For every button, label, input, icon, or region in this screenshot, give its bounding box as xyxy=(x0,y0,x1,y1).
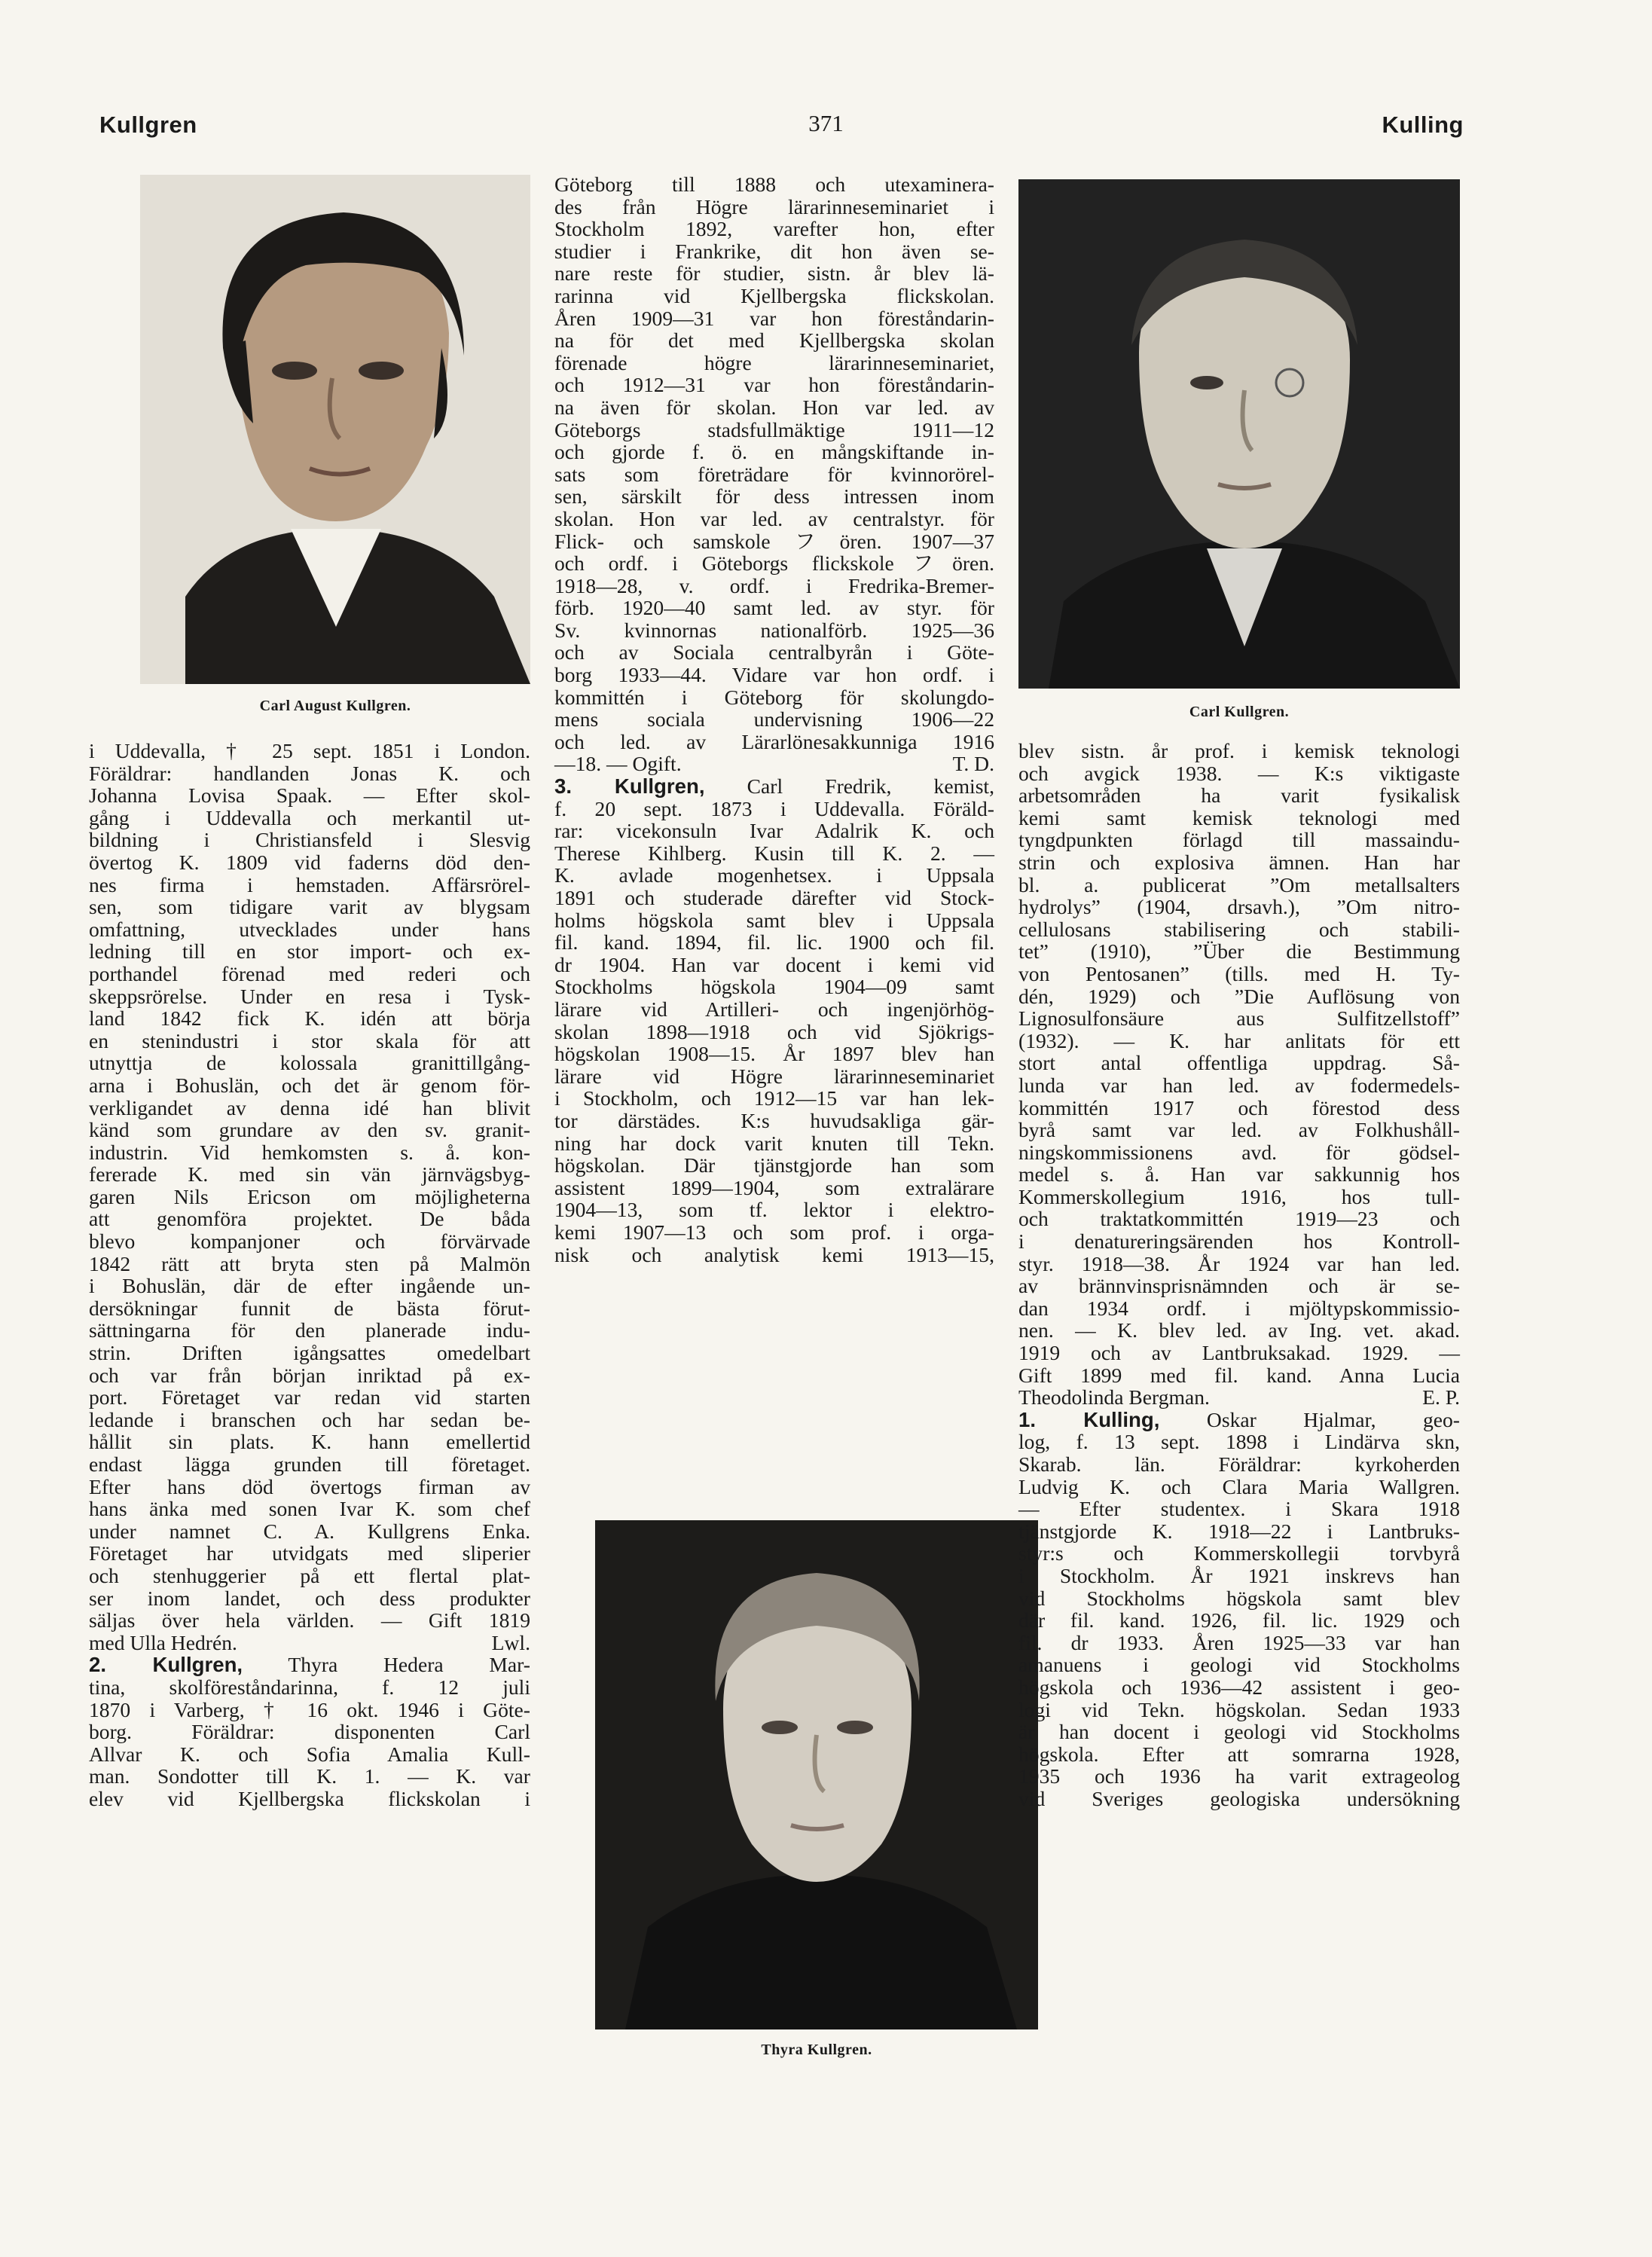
text-line: industrin. Vid hemkomsten s. å. kon- xyxy=(89,1140,530,1164)
text-line: ledande i branschen och har sedan be- xyxy=(89,1407,530,1431)
text-line: 1891 och studerade därefter vid Stock- xyxy=(554,886,994,909)
portrait-photo-image xyxy=(595,1520,1038,2029)
text-line: dr 1904. Han var docent i kemi vid xyxy=(554,952,994,976)
text-line: endast lägga grunden till företaget. xyxy=(89,1452,530,1476)
text-line: 2. Kullgren, Thyra Hedera Mar- xyxy=(89,1653,530,1677)
text-line: dan 1934 ordf. i mjöltypskommissio- xyxy=(1018,1296,1460,1320)
text-line: ningskommissionens avd. för gödsel- xyxy=(1018,1140,1460,1164)
text-line: bl. a. publicerat ”Om metallsalters xyxy=(1018,872,1460,896)
text-line: nare reste för studier, sistn. år blev lä- xyxy=(554,261,994,286)
text-line: Gift 1899 med fil. kand. Anna Lucia xyxy=(1018,1363,1460,1387)
portrait-thyra-kullgren xyxy=(595,1520,1038,2029)
text-line: tor därstädes. K:s huvudsakliga gär- xyxy=(554,1108,994,1132)
text-line: rarinna vid Kjellbergska flickskolan. xyxy=(554,283,994,307)
text-line: verkligandet av denna idé han blivit xyxy=(89,1095,530,1119)
text-line: utnyttja de kolossala granittillgång- xyxy=(89,1051,530,1075)
text-line: och avgick 1938. — K:s viktigaste xyxy=(1018,761,1460,785)
text-line: cellulosans stabilisering och stabili- xyxy=(1018,917,1460,941)
text-line: amanuens i geologi vid Stockholms xyxy=(1018,1653,1460,1677)
text-line: en stenindustri i stor skala för att xyxy=(89,1028,530,1052)
text-line: arbetsområden ha varit fysikalisk xyxy=(1018,783,1460,808)
text-line: holms högskola samt blev i Uppsala xyxy=(554,908,994,932)
text-line: Johanna Lovisa Spaak. — Efter skol- xyxy=(89,783,530,808)
author-signature: E. P. xyxy=(1422,1385,1460,1409)
text-line: kommittén 1917 och förestod dess xyxy=(1018,1095,1460,1119)
text-line: Stockholm 1892, varefter hon, efter xyxy=(554,217,994,241)
text-line: f. 20 sept. 1873 i Uddevalla. Föräld- xyxy=(554,796,994,820)
text-line: säljas över hela världen. — Gift 1819 xyxy=(89,1608,530,1632)
text-line: Göteborgs stadsfullmäktige 1911—12 xyxy=(554,417,994,441)
text-line: och gjorde f. ö. en mångskiftande in- xyxy=(554,440,994,464)
text-line: omfattning, utvecklades under hans xyxy=(89,917,530,941)
text-line: lunda var han led. av fodermedels- xyxy=(1018,1073,1460,1097)
text-line: tina, skolföreståndarinna, f. 12 juli xyxy=(89,1675,530,1699)
running-head-right: Kulling xyxy=(1382,111,1464,138)
text-line: des från Högre lärarinneseminariet i xyxy=(554,194,994,218)
text-line: i Uddevalla, † 25 sept. 1851 i London. xyxy=(89,739,530,762)
text-line: bildning i Christiansfeld i Slesvig xyxy=(89,828,530,852)
text-line: dén, 1929) och ”Die Auflösung von xyxy=(1018,984,1460,1008)
text-line: Åren 1909—31 var hon föreståndarin- xyxy=(554,306,994,330)
text-line: blevo kompanjoner och förvärvade xyxy=(89,1229,530,1254)
text-line: strin. Driften igångsattes omedelbart xyxy=(89,1341,530,1365)
text-line: land 1842 fick K. idén att börja xyxy=(89,1006,530,1031)
text-line: och 1912—31 var hon föreståndarin- xyxy=(554,373,994,397)
text-line: tet” (1910), ”Über die Bestimmung xyxy=(1018,939,1460,964)
text-line: av brännvinsprisnämnden och är se- xyxy=(1018,1274,1460,1298)
text-line: och traktatkommittén 1919—23 och xyxy=(1018,1207,1460,1231)
text-line: styr. 1918—38. År 1924 var han led. xyxy=(1018,1251,1460,1275)
text-line: mens sociala undervisning 1906—22 xyxy=(554,707,994,731)
text-line: och led. av Lärarlönesakkunniga 1916 xyxy=(554,729,994,753)
text-line: logi vid Tekn. högskolan. Sedan 1933 xyxy=(1018,1697,1460,1721)
text-line: sen, särskilt för dess intressen inom xyxy=(554,484,994,509)
text-line: och ordf. i Göteborgs flickskoleフören. xyxy=(554,551,994,576)
text-line: i denatureringsärenden hos Kontroll- xyxy=(1018,1229,1460,1254)
text-line: Företaget har utvidgats med sliperier xyxy=(89,1541,530,1565)
text-line: högskolan 1908—15. År 1897 blev han xyxy=(554,1042,994,1066)
text-line: ledning till en stor import- och ex- xyxy=(89,939,530,964)
text-line: övertog K. 1809 vid faderns död den- xyxy=(89,850,530,874)
text-line: känd som grundare av den sv. granit- xyxy=(89,1118,530,1142)
text-line: stort antal offentliga uppdrag. Så- xyxy=(1018,1051,1460,1075)
text-line: Stockholms högskola 1904—09 samt xyxy=(554,975,994,999)
text-line: elev vid Kjellbergska flickskolan i xyxy=(89,1786,530,1810)
text-line: nes firma i hemstaden. Affärsrörel- xyxy=(89,872,530,896)
text-line: Kommerskollegium 1916, hos tull- xyxy=(1018,1184,1460,1208)
column-middle xyxy=(554,173,994,1266)
text-line: skolan 1898—1918 och vid Sjökrigs- xyxy=(554,1019,994,1043)
text-line: garen Nils Ericson om möjligheterna xyxy=(89,1184,530,1208)
entry-heading: 2. Kullgren, xyxy=(89,1653,243,1677)
text-line: skeppsrörelse. Under en resa i Tysk- xyxy=(89,984,530,1008)
text-line: Sv. kvinnornas nationalförb. 1925—36 xyxy=(554,618,994,642)
portrait-3-caption: Thyra Kullgren. xyxy=(761,2042,872,2058)
text-line: gång i Uddevalla och merkantil ut- xyxy=(89,805,530,829)
text-line: lärare vid Artilleri- och ingenjörhög- xyxy=(554,997,994,1021)
text-line: borg 1933—44. Vidare var hon ordf. i xyxy=(554,663,994,687)
text-line: i Stockholm, och 1912—15 var han lek- xyxy=(554,1086,994,1110)
text-line: där fil. kand. 1926, fil. lic. 1929 och xyxy=(1018,1608,1460,1632)
text-line: 1918—28, v. ordf. i Fredrika-Bremer- xyxy=(554,573,994,597)
text-line: lärare vid Högre lärarinneseminariet xyxy=(554,1064,994,1088)
text-line: sättningarna för den planerade indu- xyxy=(89,1318,530,1342)
text-line: 1870 i Varberg, † 16 okt. 1946 i Göte- xyxy=(89,1697,530,1721)
text-line: skolan. Hon var led. av centralstyr. för xyxy=(554,506,994,530)
text-line: 1919 och av Lantbruksakad. 1929. — xyxy=(1018,1341,1460,1365)
portrait-carl-august-kullgren xyxy=(140,175,530,684)
author-signature: Lwl. xyxy=(491,1630,530,1654)
author-signature: T. D. xyxy=(952,752,994,776)
text-line: vid Sveriges geologiska undersökning xyxy=(1018,1786,1460,1810)
running-head-left: Kullgren xyxy=(99,111,197,138)
column-left xyxy=(89,740,530,1810)
text-line: K. avlade mogenhetsex. i Uppsala xyxy=(554,863,994,887)
portrait-photo-image xyxy=(1018,179,1460,689)
text-line: Flick- och samskoleフören. 1907—37 xyxy=(554,529,994,553)
text-line: log, f. 13 sept. 1898 i Lindärva skn, xyxy=(1018,1430,1460,1454)
text-line: tyngdpunkten förlagd till massaindu- xyxy=(1018,828,1460,852)
text-line: kemi 1907—13 och som prof. i orga- xyxy=(554,1220,994,1244)
portrait-1-caption: Carl August Kullgren. xyxy=(259,698,411,714)
text-line: na även för skolan. Hon var led. av xyxy=(554,395,994,419)
text-line: sats som företrädare för kvinnorörel- xyxy=(554,462,994,486)
text-line: 1935 och 1936 ha varit extrageolog xyxy=(1018,1764,1460,1788)
text-line: Theodolinda Bergman. E. P. xyxy=(1018,1385,1460,1409)
entry-heading: 1. Kulling, xyxy=(1018,1407,1160,1431)
text-line: kemi samt kemisk teknologi med xyxy=(1018,805,1460,829)
text-line: hydrolys” (1904, drsavh.), ”Om nitro- xyxy=(1018,895,1460,919)
text-line: porthandel förenad med rederi och xyxy=(89,961,530,985)
text-line: borg. Föräldrar: disponenten Carl xyxy=(89,1720,530,1744)
text-line: nisk och analytisk kemi 1913—15, xyxy=(554,1242,994,1266)
text-line: högskolan. Där tjänstgjorde han som xyxy=(554,1153,994,1177)
portrait-painting-image xyxy=(140,175,530,684)
text-line: arna i Bohuslän, och det är genom för- xyxy=(89,1073,530,1097)
page-number: 371 xyxy=(808,110,844,136)
text-line: blev sistn. år prof. i kemisk teknologi xyxy=(1018,739,1460,762)
text-line: vid Stockholms högskola samt blev xyxy=(1018,1586,1460,1610)
text-line: högskola och 1936—42 assistent i geo- xyxy=(1018,1675,1460,1699)
text-line: dersökningar funnit de bästa förut- xyxy=(89,1296,530,1320)
text-line: sen, som tidigare varit av blygsam xyxy=(89,895,530,919)
text-line: fil. kand. 1894, fil. lic. 1900 och fil. xyxy=(554,930,994,954)
text-line: under namnet C. A. Kullgrens Enka. xyxy=(89,1519,530,1543)
text-line: Efter hans död övertogs firman av xyxy=(89,1474,530,1498)
text-line: —18. — Ogift. T. D. xyxy=(554,752,994,776)
text-line: assistent 1899—1904, som extralärare xyxy=(554,1175,994,1199)
text-line: fil. dr 1933. Åren 1925—33 var han xyxy=(1018,1630,1460,1654)
text-line: styr:s och Kommerskollegii torvbyrå xyxy=(1018,1541,1460,1565)
text-line: förb. 1920—40 samt led. av styr. för xyxy=(554,596,994,620)
text-line: ning har dock varit knuten till Tekn. xyxy=(554,1131,994,1155)
text-line: 1904—13, som tf. lektor i elektro- xyxy=(554,1198,994,1222)
portrait-carl-kullgren xyxy=(1018,179,1460,689)
text-line: Göteborg till 1888 och utexaminera- xyxy=(554,173,994,196)
text-line: i Bohuslän, där de efter ingående un- xyxy=(89,1274,530,1298)
text-line: 3. Kullgren, Carl Fredrik, kemist, xyxy=(554,774,995,799)
text-line: byrå samt var led. av Folkhushåll- xyxy=(1018,1118,1460,1142)
text-line: är han docent i geologi vid Stockholms xyxy=(1018,1720,1460,1744)
text-line: Therese Kihlberg. Kusin till K. 2. — xyxy=(554,841,994,865)
text-line: Allvar K. och Sofia Amalia Kull- xyxy=(89,1742,530,1766)
text-line: (1932). — K. har anlitats för ett xyxy=(1018,1028,1460,1052)
text-line: studier i Frankrike, dit hon även se- xyxy=(554,239,994,263)
text-line: i Stockholm. År 1921 inskrevs han xyxy=(1018,1563,1460,1587)
text-line: och av Sociala centralbyrån i Göte- xyxy=(554,640,994,664)
text-line: Skarab. län. Föräldrar: kyrkoherden xyxy=(1018,1452,1460,1476)
text-line: fererade K. med sin vän järnvägsbyg- xyxy=(89,1162,530,1187)
text-line: ser inom landet, och dess produkter xyxy=(89,1586,530,1610)
text-line: tjänstgjorde K. 1918—22 i Lantbruks- xyxy=(1018,1519,1460,1543)
text-line: 1. Kulling, Oskar Hjalmar, geo- xyxy=(1018,1407,1460,1431)
text-line: kommittén i Göteborg för skolungdo- xyxy=(554,685,994,709)
text-line: förenade högre lärarinneseminariet, xyxy=(554,350,994,374)
text-line: och var från början inriktad på ex- xyxy=(89,1363,530,1387)
text-line: Lignosulfonsäure aus Sulfitzellstoff” xyxy=(1018,1006,1460,1031)
text-line: med Ulla Hedrén. Lwl. xyxy=(89,1630,530,1654)
text-line: rar: vicekonsuln Ivar Adalrik K. och xyxy=(554,819,994,843)
text-line: hans änka med sonen Ivar K. som chef xyxy=(89,1497,530,1521)
text-line: man. Sondotter till K. 1. — K. var xyxy=(89,1764,530,1788)
text-line: — Efter studentex. i Skara 1918 xyxy=(1018,1497,1460,1521)
text-line: högskola. Efter att somrarna 1928, xyxy=(1018,1742,1460,1766)
text-line: strin och explosiva ämnen. Han har xyxy=(1018,850,1460,874)
text-line: medel s. å. Han var sakkunnig hos xyxy=(1018,1162,1460,1187)
text-line: Ludvig K. och Clara Maria Wallgren. xyxy=(1018,1474,1460,1498)
text-line: na för det med Kjellbergska skolan xyxy=(554,328,994,353)
portrait-2-caption: Carl Kullgren. xyxy=(1189,704,1290,720)
text-line: 1842 rätt att bryta sten på Malmön xyxy=(89,1251,530,1275)
text-line: von Pentosanen” (tills. med H. Ty- xyxy=(1018,961,1460,985)
entry-heading: 3. Kullgren, xyxy=(554,774,705,799)
text-line: nen. — K. blev led. av Ing. vet. akad. xyxy=(1018,1318,1460,1342)
text-line: Föräldrar: handlanden Jonas K. och xyxy=(89,761,530,785)
column-right xyxy=(1018,740,1460,1810)
text-line: hållit sin plats. K. hann emellertid xyxy=(89,1430,530,1454)
text-line: port. Företaget var redan vid starten xyxy=(89,1385,530,1409)
text-line: att genomföra projektet. De båda xyxy=(89,1207,530,1231)
text-line: och stenhuggerier på ett flertal plat- xyxy=(89,1563,530,1587)
